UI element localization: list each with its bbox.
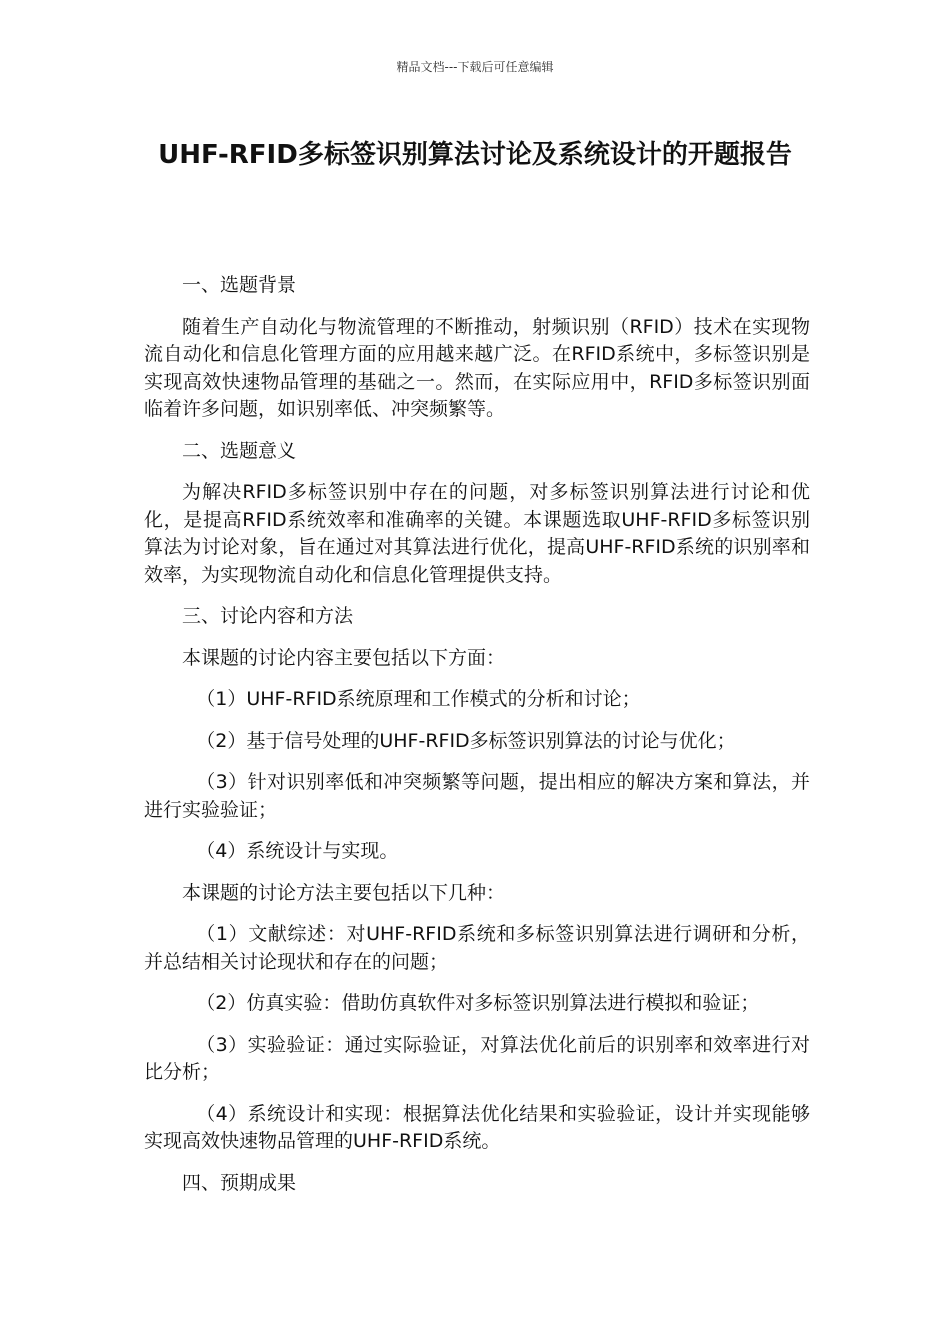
method-item-3: （3）实验验证：通过实际验证，对算法优化前后的识别率和效率进行对比分析； [144,1033,810,1083]
paragraph-significance: 为解决RFID多标签识别中存在的问题，对多标签识别算法进行讨论和优化，是提高RFID系统效率和准确率的关键。本课题选取UHF-RFID多标签识别算法为讨论对象，旨在通过对其算法进行优化，提高UHF-RFID系统的识别率和效率，为实现物流自动化和信息化管理提供支持。 [144,481,810,586]
page-header-note: 精品文档---下载后可任意编辑 [396,60,554,74]
document-body [144,272,810,1211]
method-item-4: （4）系统设计和实现：根据算法优化结果和实验验证，设计并实现能够实现高效快速物品管理的UHF-RFID系统。 [144,1102,810,1152]
document-title: UHF-RFID多标签识别算法讨论及系统设计的开题报告 [158,140,792,170]
content-item-3: （3）针对识别率低和冲突频繁等问题，提出相应的解决方案和算法，并进行实验验证； [144,771,810,821]
paragraph-content-intro: 本课题的讨论内容主要包括以下方面： [182,646,506,669]
method-item-2: （2）仿真实验：借助仿真软件对多标签识别算法进行模拟和验证； [196,992,760,1014]
section-heading-background: 一、选题背景 [182,274,297,296]
content-item-2: （2）基于信号处理的UHF-RFID多标签识别算法的讨论与优化； [196,729,736,752]
content-item-1: （1）UHF-RFID系统原理和工作模式的分析和讨论； [196,688,641,710]
method-item-1: （1）文献综述：对UHF-RFID系统和多标签识别算法进行调研和分析，并总结相关讨论现状和存在的问题； [144,923,810,973]
paragraph-background: 随着生产自动化与物流管理的不断推动，射频识别（RFID）技术在实现物流自动化和信息化管理方面的应用越来越广泛。在RFID系统中，多标签识别是实现高效快速物品管理的基础之一。然而，在实际应用中，RFID多标签识别面临着许多问题，如识别率低、冲突频繁等。 [144,315,810,420]
section-heading-significance: 二、选题意义 [182,439,297,462]
content-item-4: （4）系统设计与实现。 [196,840,399,862]
section-heading-expected-results: 四、预期成果 [182,1171,297,1194]
section-heading-content-methods: 三、讨论内容和方法 [182,605,354,627]
paragraph-methods-intro: 本课题的讨论方法主要包括以下几种： [182,881,506,904]
